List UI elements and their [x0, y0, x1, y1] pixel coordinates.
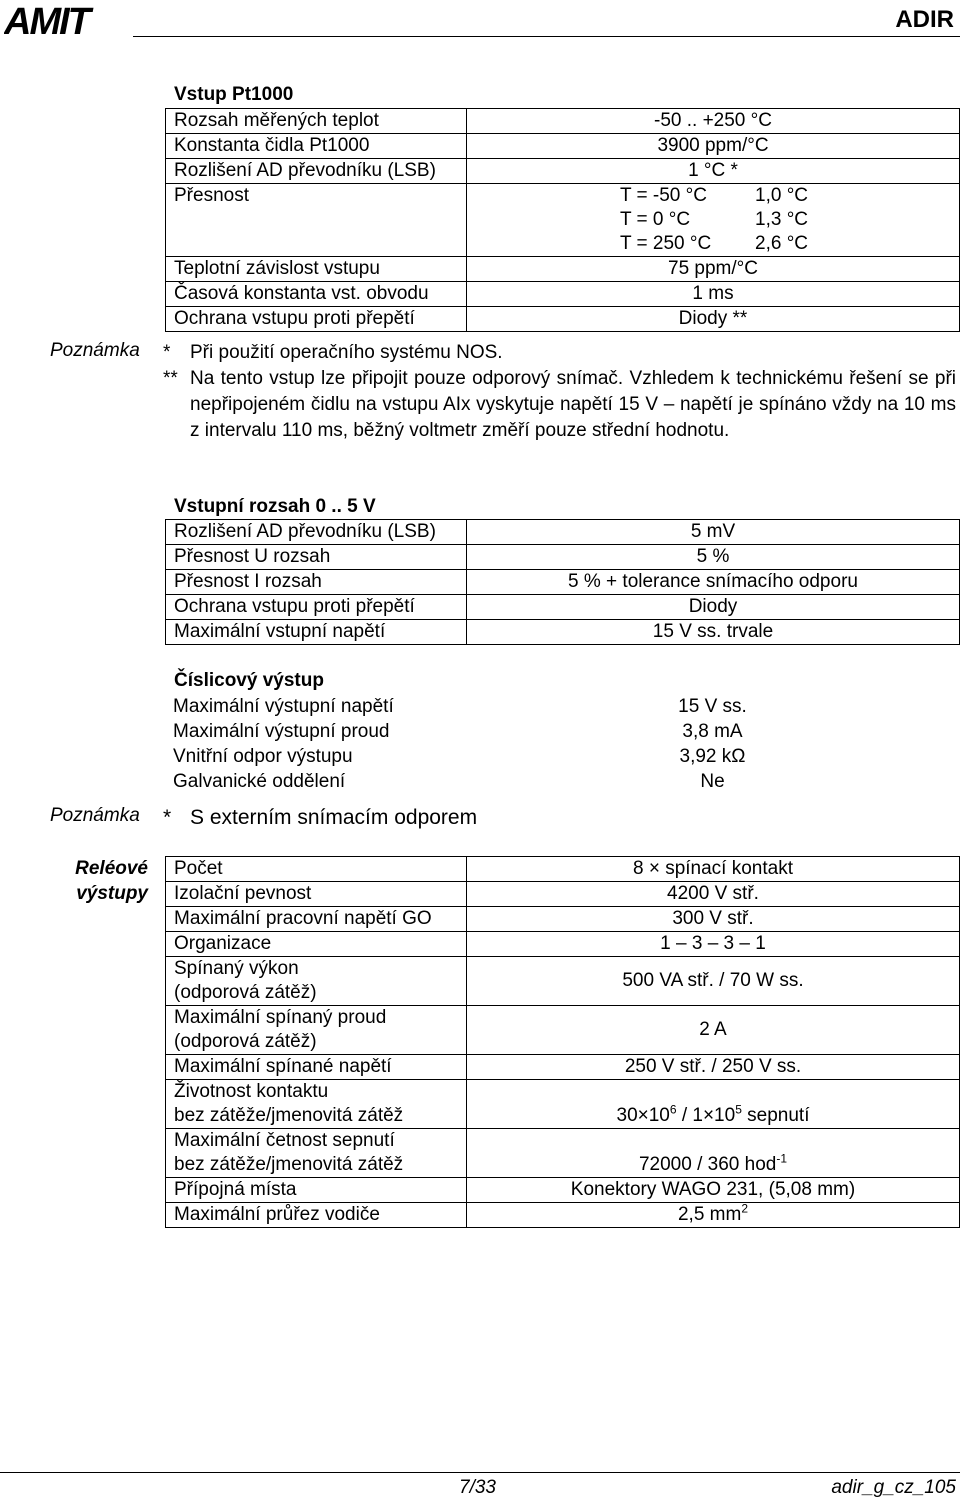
spec-key-line1: Maximální četnost sepnutí	[174, 1130, 395, 1151]
digital-title: Číslicový výstup	[174, 670, 324, 691]
spec-key: Maximální vstupní napětí	[166, 620, 467, 645]
table-row	[166, 545, 960, 570]
spec-key: Počet	[166, 857, 467, 882]
table-row	[166, 1006, 960, 1055]
table-row	[166, 1203, 960, 1228]
spec-value: 5 mV	[467, 520, 960, 545]
spec-key: Teplotní závislost vstupu	[166, 257, 467, 282]
table-row	[166, 134, 960, 159]
spec-key: Přesnost	[166, 184, 467, 257]
note-label: Poznámka	[50, 340, 140, 361]
accuracy-cell	[467, 184, 960, 257]
spec-value: 250 V stř. / 250 V ss.	[467, 1055, 960, 1080]
amit-logo	[4, 3, 134, 39]
table-row	[166, 159, 960, 184]
spec-key: Přesnost U rozsah	[166, 545, 467, 570]
spec-value: 2 A	[467, 1006, 960, 1055]
accuracy-error: 1,0 °C	[755, 185, 809, 206]
spec-value: 5 %	[467, 545, 960, 570]
table-row	[165, 744, 960, 769]
pt1000-table	[165, 108, 960, 332]
spec-key: Maximální průřez vodiče	[166, 1203, 467, 1228]
note-star2-mark: **	[163, 368, 178, 389]
spec-value: Ne	[700, 771, 725, 792]
accuracy-temp: T = 0 °C	[620, 209, 691, 230]
spec-value	[467, 1203, 960, 1228]
table-row	[166, 620, 960, 645]
life-exp: 5	[735, 1102, 742, 1117]
spec-key: Ochrana vstupu proti přepětí	[166, 307, 467, 332]
table-row	[165, 719, 960, 744]
relay-label-line2: výstupy	[76, 883, 148, 904]
table-row	[166, 109, 960, 134]
spec-key: Galvanické oddělení	[173, 771, 346, 792]
table-row	[166, 932, 960, 957]
table-row	[165, 769, 960, 794]
table-row	[166, 1129, 960, 1178]
spec-value	[467, 1129, 960, 1178]
table-row	[166, 957, 960, 1006]
table-row	[166, 184, 960, 257]
spec-key-line1: Maximální spínaný proud	[174, 1007, 387, 1028]
accuracy-error: 1,3 °C	[755, 209, 809, 230]
spec-key-line2: bez zátěže/jmenovitá zátěž	[174, 1154, 404, 1175]
life-part: / 1×10	[676, 1105, 736, 1126]
spec-key-line1: Životnost kontaktu	[174, 1081, 329, 1102]
logo-text: AMIT	[4, 3, 89, 39]
life-part: 30×10	[616, 1105, 670, 1126]
spec-value: 75 ppm/°C	[467, 257, 960, 282]
spec-key: Rozsah měřených teplot	[166, 109, 467, 134]
accuracy-error: 2,6 °C	[755, 233, 809, 254]
spec-key: Vnitřní odpor výstupu	[173, 746, 353, 767]
spec-value: 300 V stř.	[467, 907, 960, 932]
wire-exp: 2	[741, 1201, 749, 1216]
document-id: adir_g_cz_105	[831, 1477, 956, 1498]
note2-text: S externím snímacím odporem	[190, 806, 478, 829]
table-row	[166, 282, 960, 307]
spec-value: 5 % + tolerance snímacího odporu	[467, 570, 960, 595]
digital-table	[165, 694, 960, 794]
spec-key: Maximální výstupní proud	[173, 721, 390, 742]
table-row	[166, 1178, 960, 1203]
spec-value: 3,92 kΩ	[679, 746, 746, 767]
spec-value: 15 V ss.	[678, 696, 747, 717]
relay-table	[165, 856, 960, 1228]
spec-key: Ochrana vstupu proti přepětí	[166, 595, 467, 620]
spec-value: 8 × spínací kontakt	[467, 857, 960, 882]
life-exp: 6	[669, 1102, 677, 1117]
spec-key: Maximální spínané napětí	[166, 1055, 467, 1080]
table-row	[166, 520, 960, 545]
spec-key	[166, 1006, 467, 1055]
product-name: ADIR	[895, 6, 954, 33]
note2-label: Poznámka	[50, 805, 140, 826]
spec-value: Diody	[467, 595, 960, 620]
spec-key-line2: (odporová zátěž)	[174, 982, 317, 1003]
table-row	[166, 257, 960, 282]
relay-section-label	[40, 856, 148, 906]
table-row	[165, 694, 960, 719]
accuracy-temp: T = 250 °C	[620, 233, 712, 254]
table-row	[166, 570, 960, 595]
spec-value	[467, 1080, 960, 1129]
spec-key	[166, 1080, 467, 1129]
spec-value: 1 °C *	[467, 159, 960, 184]
spec-key	[166, 1129, 467, 1178]
spec-key-line1: Spínaný výkon	[174, 958, 299, 979]
table-row	[166, 882, 960, 907]
table-row	[166, 1055, 960, 1080]
header-rule	[133, 36, 960, 37]
spec-value: 3900 ppm/°C	[467, 134, 960, 159]
range-title: Vstupní rozsah 0 .. 5 V	[174, 496, 376, 517]
spec-value: 1 ms	[467, 282, 960, 307]
accuracy-table	[620, 184, 808, 256]
freq-exp: -1	[776, 1151, 788, 1166]
spec-value: 1 – 3 – 3 – 1	[467, 932, 960, 957]
note-star-mark: *	[163, 342, 171, 363]
range-table	[165, 519, 960, 645]
spec-key: Časová konstanta vst. obvodu	[166, 282, 467, 307]
spec-value: 500 VA stř. / 70 W ss.	[467, 957, 960, 1006]
accuracy-temp: T = -50 °C	[620, 185, 707, 206]
spec-key: Přesnost I rozsah	[166, 570, 467, 595]
spec-key: Přípojná místa	[166, 1178, 467, 1203]
table-row	[166, 1080, 960, 1129]
footer-rule	[0, 1472, 960, 1473]
freq-part: 72000 / 360 hod	[638, 1154, 777, 1175]
spec-key-line2: (odporová zátěž)	[174, 1031, 317, 1052]
spec-key: Maximální pracovní napětí GO	[166, 907, 467, 932]
note-star2-text: Na tento vstup lze připojit pouze odporový snímač. Vzhledem k technickému řešení se při nepřipojeném čidlu na vstupu AIx vyskytuje napětí 15 V – napětí je spínáno vždy na 10 ms z intervalu 110 ms, běžný voltmetr změří pouze střední hodnotu.	[190, 368, 956, 441]
wire-part: 2,5 mm	[677, 1204, 742, 1225]
life-part: sepnutí	[741, 1105, 810, 1126]
spec-key: Organizace	[166, 932, 467, 957]
spec-key-line2: bez zátěže/jmenovitá zátěž	[174, 1105, 404, 1126]
note2-mark: *	[163, 806, 172, 829]
page-number: 7/33	[459, 1477, 496, 1498]
spec-value: Diody **	[467, 307, 960, 332]
pt1000-title: Vstup Pt1000	[174, 84, 294, 105]
relay-label-line1: Reléové	[75, 858, 148, 879]
spec-value: -50 .. +250 °C	[467, 109, 960, 134]
spec-key: Konstanta čidla Pt1000	[166, 134, 467, 159]
table-row	[166, 907, 960, 932]
spec-key: Izolační pevnost	[166, 882, 467, 907]
spec-key: Rozlišení AD převodníku (LSB)	[166, 159, 467, 184]
spec-key: Rozlišení AD převodníku (LSB)	[166, 520, 467, 545]
spec-key	[166, 957, 467, 1006]
spec-value: 15 V ss. trvale	[467, 620, 960, 645]
spec-value: Konektory WAGO 231, (5,08 mm)	[467, 1178, 960, 1203]
table-row	[166, 307, 960, 332]
note-star-text: Při použití operačního systému NOS.	[190, 342, 503, 363]
spec-value: 3,8 mA	[682, 721, 743, 742]
spec-key: Maximální výstupní napětí	[173, 696, 394, 717]
table-row	[166, 595, 960, 620]
table-row	[166, 857, 960, 882]
spec-value: 4200 V stř.	[467, 882, 960, 907]
